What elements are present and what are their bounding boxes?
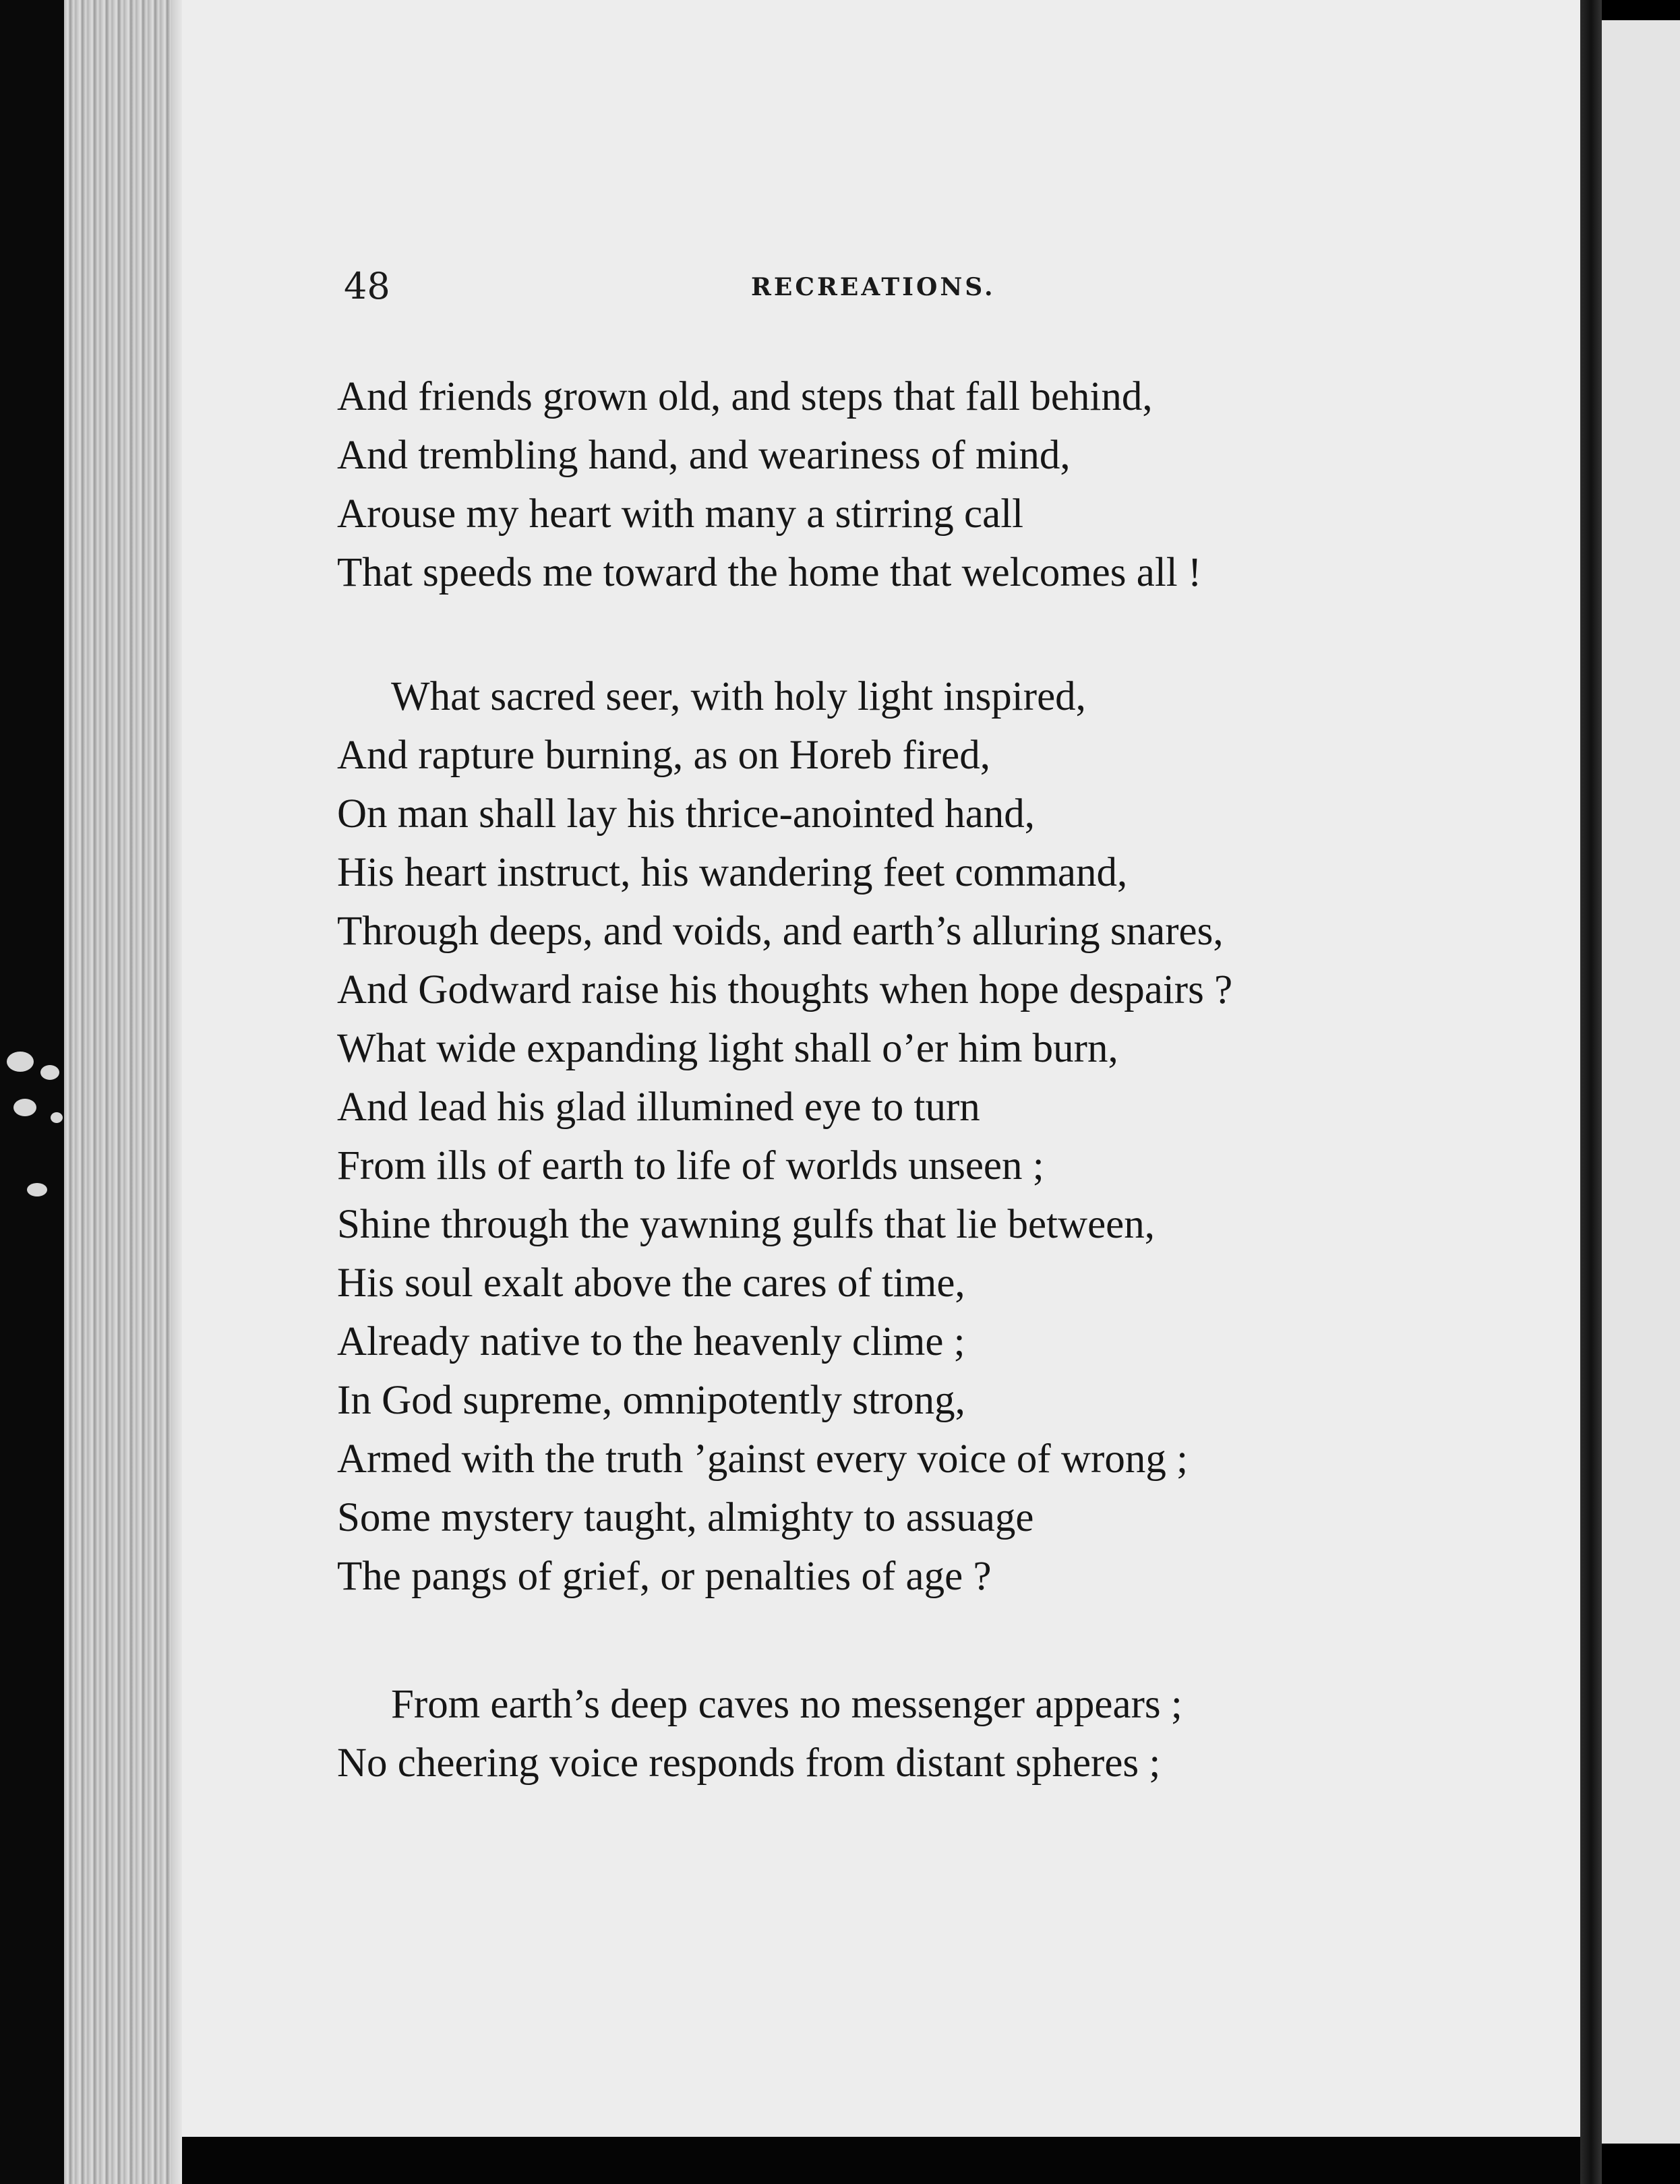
poem-line: Through deeps, and voids, and earth’s alluring snares, — [337, 909, 1224, 954]
poem-line: Some mystery taught, almighty to assuage — [337, 1495, 1034, 1540]
page-number: 48 — [344, 265, 390, 307]
running-title: RECREATIONS. — [751, 273, 996, 301]
poem-line: Armed with the truth ’gainst every voice of wrong ; — [337, 1436, 1189, 1482]
poem-line: His heart instruct, his wandering feet command, — [337, 850, 1128, 895]
poem-line: His soul exalt above the cares of time, — [337, 1261, 965, 1306]
poem-line: What wide expanding light shall o’er him burn, — [337, 1026, 1118, 1071]
poem-line: No cheering voice responds from distant spheres ; — [337, 1740, 1161, 1786]
poem-line: From ills of earth to life of worlds unseen ; — [337, 1143, 1044, 1188]
facing-page-edge — [1602, 20, 1680, 2144]
stanza-2 — [337, 667, 1443, 1606]
poem-line: From earth’s deep caves no messenger appears ; — [391, 1682, 1182, 1727]
poem-line: And lead his glad illumined eye to turn — [337, 1085, 980, 1130]
scan-border-bottom — [182, 2137, 1580, 2184]
poem-line: Arouse my heart with many a stirring call — [337, 491, 1024, 537]
book-gutter — [1580, 0, 1602, 2184]
poem-line: Shine through the yawning gulfs that lie between, — [337, 1202, 1155, 1247]
scan-specks — [0, 1038, 88, 1213]
poem-line: And Godward raise his thoughts when hope despairs ? — [337, 967, 1233, 1012]
poem-line: Already native to the heavenly clime ; — [337, 1319, 965, 1364]
running-head — [337, 266, 1416, 307]
poem-line: That speeds me toward the home that welcomes all ! — [337, 550, 1202, 595]
stanza-1 — [337, 367, 1443, 602]
poem-line: The pangs of grief, or penalties of age ? — [337, 1554, 992, 1599]
poem-line: And friends grown old, and steps that fall behind, — [337, 374, 1153, 419]
stanza-3 — [337, 1675, 1443, 1792]
poem-line: What sacred seer, with holy light inspired, — [391, 674, 1086, 719]
poem-line: And trembling hand, and weariness of mind, — [337, 433, 1071, 478]
poem-line: And rapture burning, as on Horeb fired, — [337, 733, 990, 778]
poem-line: On man shall lay his thrice-anointed hand, — [337, 791, 1036, 837]
poem-line: In God supreme, omnipotently strong, — [337, 1378, 965, 1423]
